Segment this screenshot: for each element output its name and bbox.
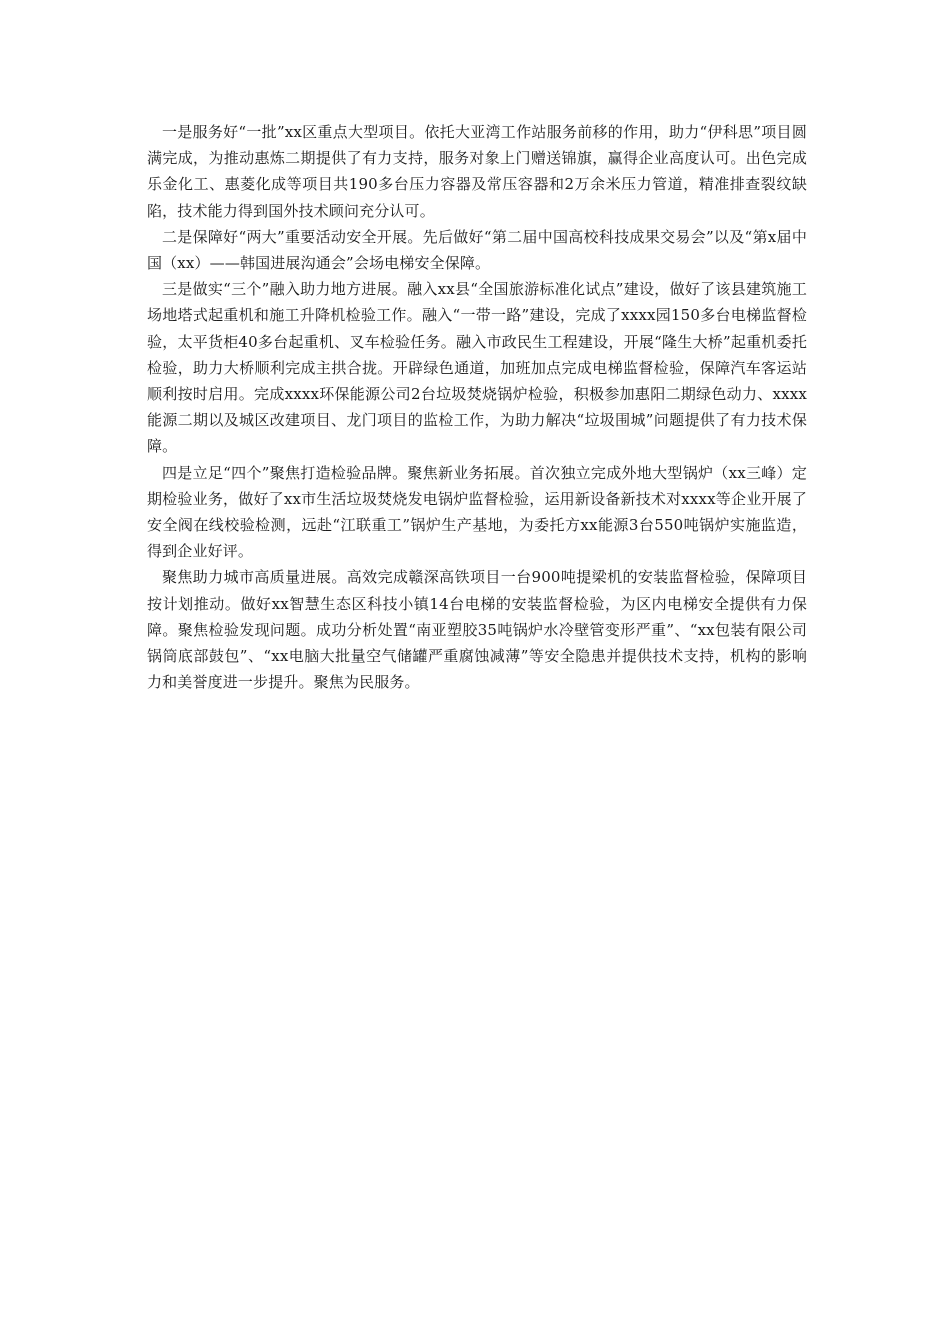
paragraph-local-development: 三是做实“三个”融入助力地方进展。融入xx县“全国旅游标准化试点”建设，做好了该县建筑施工场地塔式起重机和施工升降机检验工作。融入“一带一路”建设，完成了xxxx园150多台电梯监督检验，太平货柜40多台起重机、叉车检验任务。融入市政民生工程建设，开展“隆生大桥”起重机委托检验，助力大桥顺利完成主拱合拢。开辟绿色通道，加班加点完成电梯监督检验，保障汽车客运站顺利按时启用。完成xxxx环保能源公司2台垃圾焚烧锅炉检验，积极参加惠阳二期绿色动力、xxxx能源二期以及城区改建项目、龙门项目的监检工作，为助力解决“垃圾围城”问题提供了有力技术保障。 (147, 280, 807, 456)
paragraph-inspection-brand: 四是立足“四个”聚焦打造检验品牌。聚焦新业务拓展。首次独立完成外地大型锅炉（xx三峰）定期检验业务，做好了xx市生活垃圾焚烧发电锅炉监督检验，运用新设备新技术对xxxx等企业开展了安全阀在线校验检测，远赴“江联重工”锅炉生产基地，为委托方xx能源3台550吨锅炉实施监造，得到企业好评。 (147, 463, 807, 561)
paragraph-service-projects: 一是服务好“一批”xx区重点大型项目。依托大亚湾工作站服务前移的作用，助力“伊科思”项目圆满完成，为推动惠炼二期提供了有力支持，服务对象上门赠送锦旗，赢得企业高度认可。出色完成乐金化工、惠菱化成等项目共190多台压力容器及常压容器和2万余米压力管道，精准排查裂纹缺陷，技术能力得到国外技术顾问充分认可。 (147, 123, 807, 220)
paragraph-event-safety: 二是保障好“两大”重要活动安全开展。先后做好“第二届中国高校科技成果交易会”以及“第x届中国（xx）——韩国进展沟通会”会场电梯安全保障。 (147, 227, 807, 273)
paragraph-city-quality: 聚焦助力城市高质量进展。高效完成赣深高铁项目一台900吨提梁机的安装监督检验，保障项目按计划推动。做好xx智慧生态区科技小镇14台电梯的安装监督检验，为区内电梯安全提供有力保障。聚焦检验发现问题。成功分析处置“南亚塑胶35吨锅炉水冷壁管变形严重”、“xx包装有限公司锅筒底部鼓包”、“xx电脑大批量空气储罐严重腐蚀减薄”等安全隐患并提供技术支持，机构的影响力和美誉度进一步提升。聚焦为民服务。 (147, 568, 807, 692)
document-body (147, 119, 807, 695)
